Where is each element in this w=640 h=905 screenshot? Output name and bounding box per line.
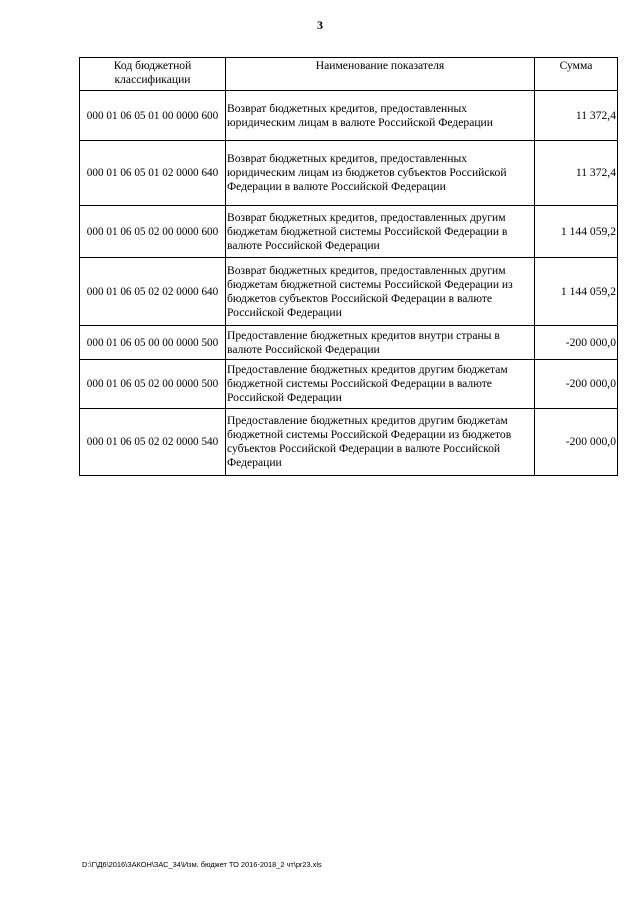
- row-sum: -200 000,0: [535, 360, 618, 409]
- table-row: [80, 91, 618, 141]
- row-sum: -200 000,0: [535, 409, 618, 476]
- footer-file-path: D:\Г\Д6\2016\ЗАКОН\ЗАС_34\Изм. бюджет ТО 2016-2018_2 чт\pr23.xls: [82, 860, 322, 869]
- table-row: [80, 409, 618, 476]
- table-row: [80, 206, 618, 258]
- header-code: [80, 58, 226, 91]
- header-code-line1: Код бюджетной: [113, 59, 192, 72]
- row-sum: 1 144 059,2: [535, 258, 618, 326]
- row-name: Возврат бюджетных кредитов, предоставленных юридическим лицам в валюте Российской Федерации: [226, 91, 535, 141]
- row-code: 000 01 06 05 02 00 0000 600: [80, 206, 226, 258]
- page-number: 3: [317, 18, 323, 32]
- row-name: Возврат бюджетных кредитов, предоставленных юридическим лицам из бюджетов субъектов Российской Федерации в валюте Российской Федерации: [226, 141, 535, 206]
- row-code: 000 01 06 05 02 02 0000 640: [80, 258, 226, 326]
- row-name: Возврат бюджетных кредитов, предоставленных другим бюджетам бюджетной системы Российской Федерации в валюте Российской Федерации: [226, 206, 535, 258]
- row-code: 000 01 06 05 01 02 0000 640: [80, 141, 226, 206]
- row-name: Предоставление бюджетных кредитов другим бюджетам бюджетной системы Российской Федерации из бюджетов субъектов Российской Федерации в валюте Российской Федерации: [226, 409, 535, 476]
- header-code-line2: классификации: [114, 73, 191, 86]
- row-code: 000 01 06 05 00 00 0000 500: [80, 326, 226, 360]
- row-code: 000 01 06 05 02 02 0000 540: [80, 409, 226, 476]
- budget-table: [79, 57, 618, 476]
- row-sum: 11 372,4: [535, 91, 618, 141]
- row-sum: 11 372,4: [535, 141, 618, 206]
- row-sum: 1 144 059,2: [535, 206, 618, 258]
- row-name: Предоставление бюджетных кредитов другим бюджетам бюджетной системы Российской Федерации в валюте Российской Федерации: [226, 360, 535, 409]
- table-row: [80, 258, 618, 326]
- header-sum: Сумма: [535, 58, 618, 91]
- table-row: [80, 360, 618, 409]
- row-code: 000 01 06 05 01 00 0000 600: [80, 91, 226, 141]
- row-sum: -200 000,0: [535, 326, 618, 360]
- table-header-row: [80, 58, 618, 91]
- row-code: 000 01 06 05 02 00 0000 500: [80, 360, 226, 409]
- row-name: Возврат бюджетных кредитов, предоставленных другим бюджетам бюджетной системы Российской Федерации из бюджетов субъектов Российской Федерации в валюте Российской Федерации: [226, 258, 535, 326]
- header-name: Наименование показателя: [226, 58, 535, 91]
- row-name: Предоставление бюджетных кредитов внутри страны в валюте Российской Федерации: [226, 326, 535, 360]
- table-row: [80, 141, 618, 206]
- table-row: [80, 326, 618, 360]
